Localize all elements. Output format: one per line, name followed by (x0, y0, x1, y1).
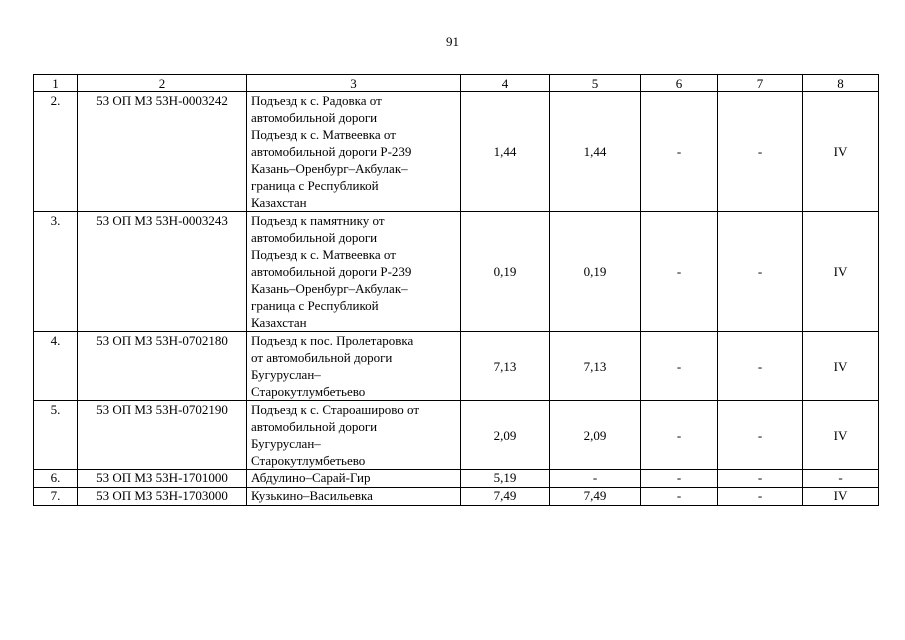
cell-col6: - (641, 92, 718, 212)
row-number: 3. (34, 212, 78, 332)
table-row (34, 332, 879, 401)
cell-col7: - (718, 470, 803, 488)
cell-col5: - (550, 470, 641, 488)
cell-col4: 2,09 (461, 401, 550, 470)
row-number: 2. (34, 92, 78, 212)
road-name: Подъезд к пос. Пролетаровка от автомобильной дороги Бугуруслан– Старокутлумбетьево (247, 332, 461, 401)
cell-col5: 7,13 (550, 332, 641, 401)
table-row (34, 212, 879, 332)
cell-col7: - (718, 401, 803, 470)
cell-col7: - (718, 488, 803, 506)
cell-col4: 7,13 (461, 332, 550, 401)
cell-col8: IV (803, 212, 879, 332)
cell-col8: IV (803, 332, 879, 401)
road-name: Абдулино–Сарай-Гир (247, 470, 461, 488)
cell-col5: 0,19 (550, 212, 641, 332)
column-header: 2 (78, 75, 247, 92)
cell-col6: - (641, 332, 718, 401)
cell-col6: - (641, 212, 718, 332)
cell-col5: 7,49 (550, 488, 641, 506)
cell-col8: - (803, 470, 879, 488)
row-number: 7. (34, 488, 78, 506)
road-code: 53 ОП МЗ 53Н-0702180 (78, 332, 247, 401)
cell-col7: - (718, 332, 803, 401)
row-number: 5. (34, 401, 78, 470)
cell-col8: IV (803, 92, 879, 212)
cell-col4: 0,19 (461, 212, 550, 332)
cell-col4: 1,44 (461, 92, 550, 212)
cell-col4: 7,49 (461, 488, 550, 506)
road-code: 53 ОП МЗ 53Н-1703000 (78, 488, 247, 506)
cell-col8: IV (803, 401, 879, 470)
column-header: 4 (461, 75, 550, 92)
road-name: Подъезд к памятнику от автомобильной дороги Подъезд к с. Матвеевка от автомобильной дороги Р-239 Казань–Оренбург–Акбулак– граница с Республикой Казахстан (247, 212, 461, 332)
column-header: 5 (550, 75, 641, 92)
cell-col7: - (718, 212, 803, 332)
row-number: 4. (34, 332, 78, 401)
cell-col6: - (641, 470, 718, 488)
road-code: 53 ОП МЗ 53Н-0702190 (78, 401, 247, 470)
column-header: 7 (718, 75, 803, 92)
page-number: 91 (446, 34, 459, 49)
table-row (34, 92, 879, 212)
cell-col6: - (641, 401, 718, 470)
road-code: 53 ОП МЗ 53Н-0003243 (78, 212, 247, 332)
cell-col5: 2,09 (550, 401, 641, 470)
road-name: Подъезд к с. Староаширово от автомобильной дороги Бугуруслан– Старокутлумбетьево (247, 401, 461, 470)
road-name: Кузькино–Васильевка (247, 488, 461, 506)
road-code: 53 ОП МЗ 53Н-0003242 (78, 92, 247, 212)
table-header-row (34, 75, 879, 92)
column-header: 1 (34, 75, 78, 92)
road-name: Подъезд к с. Радовка от автомобильной дороги Подъезд к с. Матвеевка от автомобильной дороги Р-239 Казань–Оренбург–Акбулак– граница с Республикой Казахстан (247, 92, 461, 212)
column-header: 6 (641, 75, 718, 92)
cell-col6: - (641, 488, 718, 506)
roads-table (33, 74, 879, 506)
cell-col4: 5,19 (461, 470, 550, 488)
road-code: 53 ОП МЗ 53Н-1701000 (78, 470, 247, 488)
table-row (34, 401, 879, 470)
column-header: 3 (247, 75, 461, 92)
table-row (34, 470, 879, 488)
cell-col8: IV (803, 488, 879, 506)
cell-col5: 1,44 (550, 92, 641, 212)
table-row (34, 488, 879, 506)
cell-col7: - (718, 92, 803, 212)
column-header: 8 (803, 75, 879, 92)
row-number: 6. (34, 470, 78, 488)
